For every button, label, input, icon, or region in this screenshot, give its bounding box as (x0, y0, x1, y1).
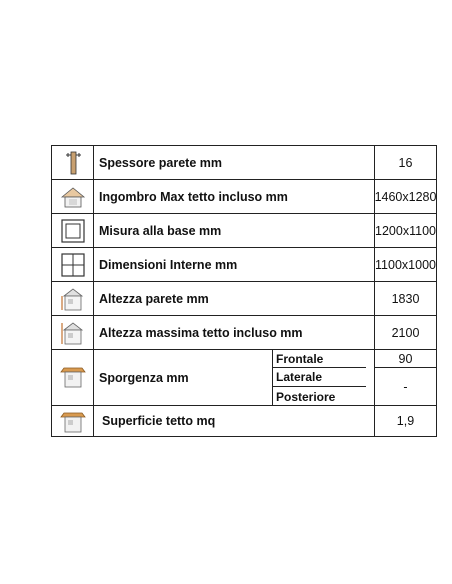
row-label: Altezza massima tetto incluso mm (94, 316, 375, 349)
row-value: 1100x1000 (375, 257, 436, 272)
icon-cell (52, 146, 94, 179)
row-value: 1830 (391, 291, 420, 306)
row-label: Spessore parete mm (94, 146, 375, 179)
table-row (52, 214, 436, 248)
base-size-icon (60, 219, 86, 243)
row-label: Misura alla base mm (94, 214, 375, 247)
max-height-icon (60, 321, 86, 345)
row-value: 2100 (391, 325, 420, 340)
roof-area-icon (60, 409, 86, 433)
icon-cell (52, 282, 94, 315)
table-row (52, 406, 436, 436)
icon-cell (52, 350, 94, 405)
icon-cell (52, 180, 94, 213)
row-value: 16 (398, 155, 413, 170)
row-label: Dimensioni Interne mm (94, 248, 375, 281)
wall-height-icon (60, 287, 86, 311)
row-label: Altezza parete mm (94, 282, 375, 315)
overhang-item-label: Posteriore (276, 389, 336, 404)
overhang-row (52, 350, 436, 406)
icon-cell (52, 214, 94, 247)
overhang-label: Sporgenza mm (99, 370, 189, 385)
row-label: Superficie tetto mq (94, 406, 375, 436)
roof-footprint-icon (60, 185, 86, 209)
row-label: Ingombro Max tetto incluso mm (94, 180, 375, 213)
table-row (52, 282, 436, 316)
row-value: 1200x1100 (375, 223, 436, 238)
table-row (52, 248, 436, 282)
specs-table (51, 145, 437, 437)
internal-dimensions-icon (60, 253, 86, 277)
overhang-item-label: Laterale (272, 368, 366, 387)
wall-thickness-icon (60, 151, 86, 175)
table-row (52, 180, 436, 214)
overhang-combined-value: - (403, 380, 408, 394)
row-value: 1,9 (396, 414, 415, 428)
icon-cell (52, 316, 94, 349)
overhang-item-label: Frontale (272, 350, 366, 368)
icon-cell (52, 248, 94, 281)
row-value: 1460x1280 (374, 189, 437, 204)
table-row (52, 316, 436, 350)
overhang-label-area (94, 350, 375, 405)
icon-cell (52, 406, 94, 436)
roof-overhang-icon (60, 364, 86, 388)
overhang-item-value: 90 (375, 350, 436, 368)
table-row (52, 146, 436, 180)
